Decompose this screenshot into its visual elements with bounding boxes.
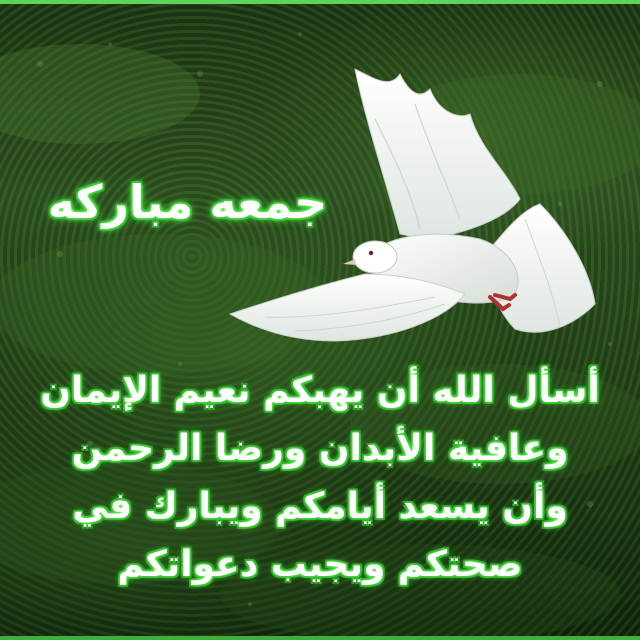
poem-line-2: وعافية الأبدان ورضا الرحمن [71,428,569,469]
greeting-poem [10,362,630,594]
poem-line-3: وأن يسعد أيامكم ويبارك في [72,486,568,527]
poem-line-4: صحتكم ويجيب دعواتكم [117,544,523,585]
greeting-title: جمعه مباركه [47,175,328,229]
poem-line-1: أسأل الله أن يهبكم نعيم الإيمان [40,370,600,411]
